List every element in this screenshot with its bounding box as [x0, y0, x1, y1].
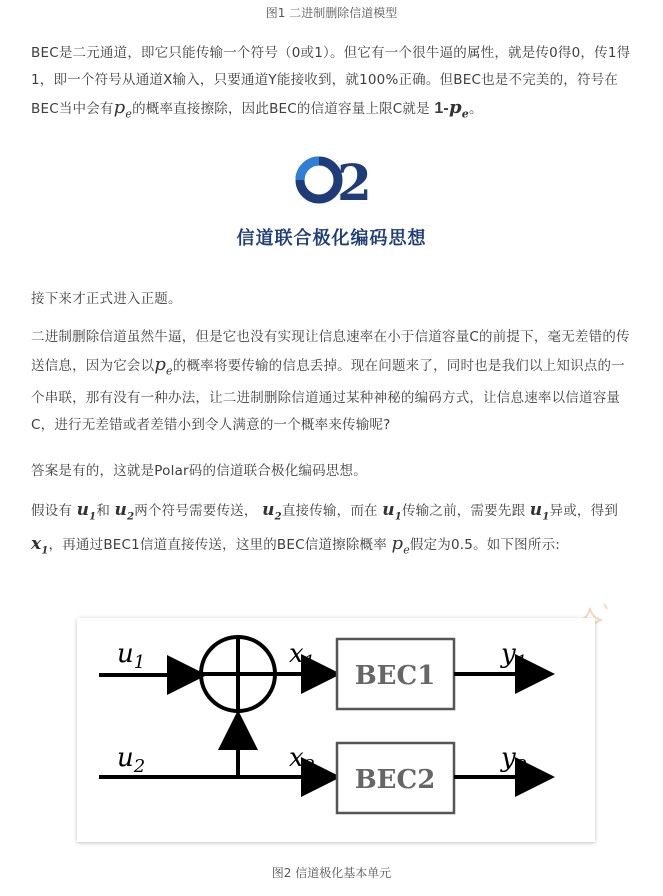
- pe-symbol: $p_e$: [391, 533, 410, 557]
- paragraph-question: [31, 324, 635, 439]
- figure-2-caption: 图2 信道极化基本单元: [271, 866, 392, 880]
- paragraph-answer: 答案是有的，这就是Polar码的信道联合极化编码思想。: [31, 463, 367, 479]
- y1-label: $y_1$: [501, 639, 528, 673]
- text: 直接传输，而在: [281, 503, 378, 519]
- text: 假定为0.5。如下图所示:: [409, 537, 561, 554]
- u2-symbol: $u_2$: [262, 500, 282, 523]
- section-number-2: 2: [337, 153, 372, 210]
- bec2-label: BEC2: [354, 765, 436, 795]
- text: 假设有: [31, 503, 73, 519]
- x2-label: $x_2$: [289, 743, 316, 777]
- text: BEC是二元通道，即它只能传输一个符号（0或1）。但它有一个很牛逼的属性，就是传0得0，传1得1，即一个符号从通道X输入，只要通道Y能接收到，就100%正确。但BEC也是不完美的，符号在BEC当中会有: [31, 45, 631, 117]
- paragraph-transition: 接下来才正式进入正题。: [31, 291, 182, 307]
- text: 二进制删除信道虽然牛逼，但是它也没有实现让信息速率在小于信道容量C的前提下，毫无差错的传送信息，因为它会以: [31, 329, 630, 374]
- paragraph-setup: [31, 497, 635, 565]
- u1-symbol: $u_1$: [382, 500, 402, 523]
- u2-label: $u_2$: [117, 743, 146, 777]
- u1-symbol: $u_1$: [76, 500, 97, 523]
- channel-polarization-diagram: [77, 618, 595, 842]
- figure-1-caption: 图1 二进制删除信道模型: [265, 6, 398, 20]
- u1-label: $u_1$: [117, 639, 146, 673]
- text: 的概率将要传输的信息丢掉。现在问题来了，同时也是我们以上知识点的一个串联，那有没有一种办法，让二进制删除信道通过某种神秘的编码方式，让信息速率以信道容量C，进行无差错或者差错小到令人满意的一个概率来传输呢?: [31, 358, 625, 433]
- x1-symbol: $x_1$: [31, 534, 49, 557]
- pe-symbol: $p_e$: [154, 354, 173, 378]
- bec1-label: BEC1: [354, 661, 436, 691]
- text: 的概率直接擦除，因此BEC的信道容量上限C就是: [132, 101, 430, 117]
- pe-symbol: $p_e$: [113, 97, 133, 121]
- section-title: 信道联合极化编码思想: [236, 228, 427, 249]
- paragraph-bec-intro: [31, 40, 635, 128]
- text: 。: [468, 101, 483, 117]
- y2-label: $y_2$: [501, 743, 528, 777]
- text: 传输之前，需要先跟: [401, 503, 526, 519]
- text: ，再通过BEC1信道直接传送，这里的BEC信道擦除概率: [48, 537, 387, 554]
- x1-label: $x_1$: [289, 639, 316, 673]
- u2-symbol: $u_2$: [114, 500, 135, 523]
- section-number-logo: [294, 150, 374, 210]
- text: 异或，得到: [549, 503, 619, 519]
- text: 两个符号需要传送，: [134, 503, 258, 519]
- capacity-formula: $1-p_e$: [434, 97, 469, 121]
- u1-symbol: $u_1$: [529, 500, 550, 523]
- text: 和: [96, 503, 111, 519]
